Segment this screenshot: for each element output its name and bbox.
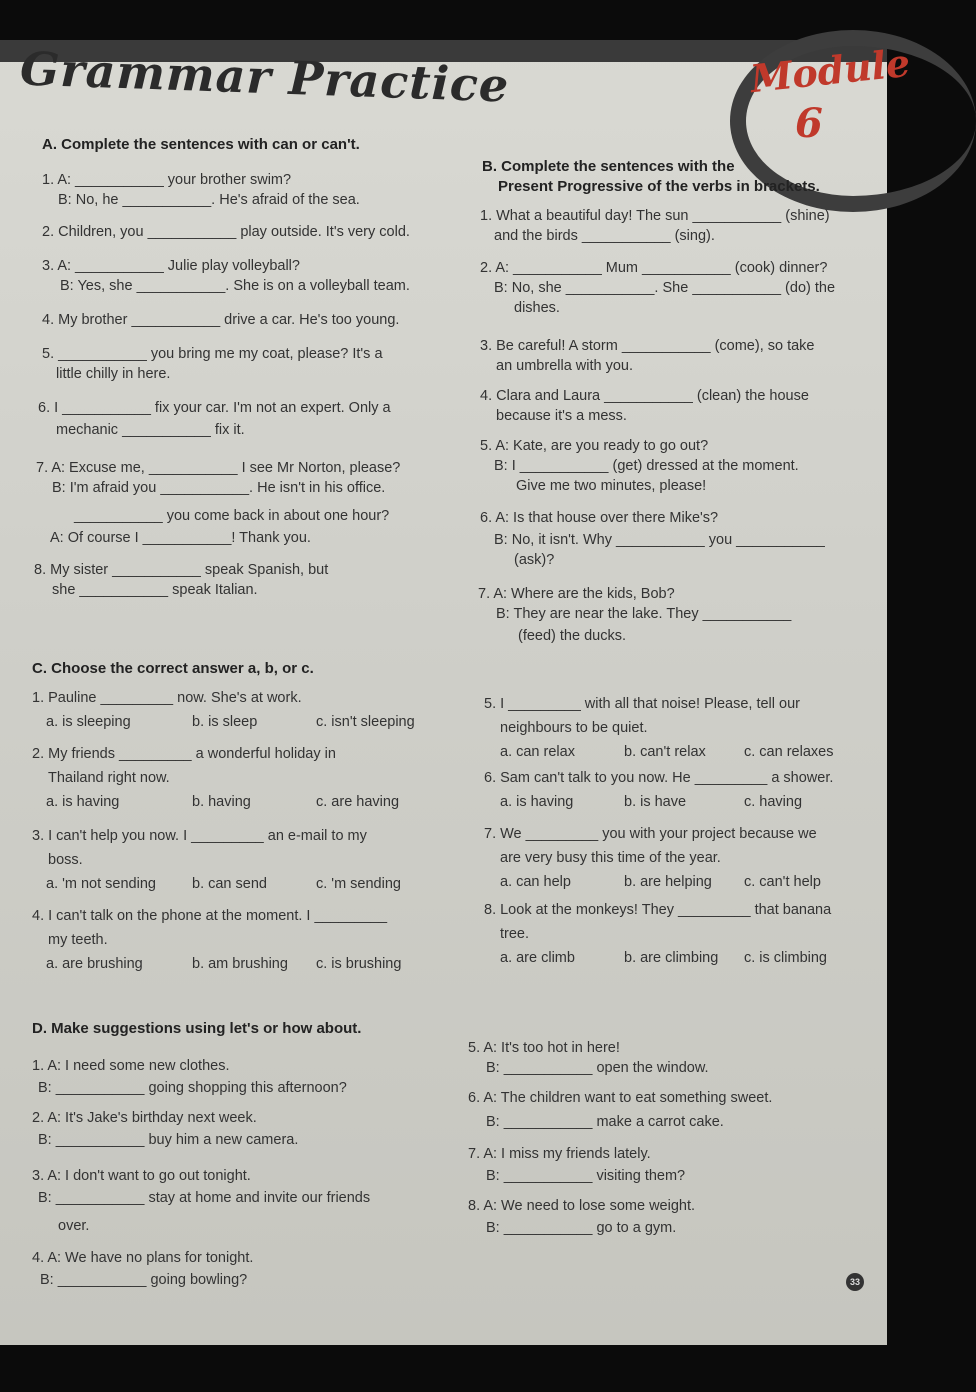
section-d-line: B: ___________ open the window.	[486, 1060, 709, 1076]
section-d-line: B: ___________ going bowling?	[40, 1272, 248, 1288]
answer-option[interactable]: b. can't relax	[624, 744, 706, 760]
section-b-line: B: No, it isn't. Why ___________ you ___________	[494, 532, 825, 548]
section-c-question-line: 6. Sam can't talk to you now. He _________ a shower.	[484, 770, 834, 786]
section-a-line: B: No, he ___________. He's afraid of the sea.	[58, 192, 360, 208]
page-title: Grammar Practice	[19, 41, 511, 113]
section-b-line: dishes.	[514, 300, 560, 316]
answer-option[interactable]: c. having	[744, 794, 803, 810]
section-c-question-line: 4. I can't talk on the phone at the moment. I _________	[32, 908, 388, 924]
section-d-line: 7. A: I miss my friends lately.	[468, 1146, 651, 1162]
answer-option[interactable]: b. can send	[192, 876, 267, 892]
section-a-line: ___________ you come back in about one hour?	[74, 508, 390, 524]
answer-option[interactable]: c. is brushing	[316, 956, 402, 972]
page-number-badge: 33	[846, 1273, 864, 1291]
section-b-line: Give me two minutes, please!	[516, 478, 707, 494]
section-b-line: B: They are near the lake. They ___________	[496, 606, 792, 622]
answer-option[interactable]: a. is having	[500, 794, 574, 810]
answer-option[interactable]: a. is sleeping	[46, 714, 131, 730]
section-b-line: 1. What a beautiful day! The sun ___________ (shine)	[480, 208, 830, 224]
section-b-line: and the birds ___________ (sing).	[494, 228, 715, 244]
answer-option[interactable]: a. are brushing	[46, 956, 143, 972]
answer-option[interactable]: b. having	[192, 794, 251, 810]
answer-option[interactable]: b. am brushing	[192, 956, 288, 972]
section-a-line: 5. ___________ you bring me my coat, please? It's a	[42, 346, 383, 362]
section-c-question-line: 8. Look at the monkeys! They _________ that banana	[484, 902, 832, 918]
answer-option[interactable]: a. 'm not sending	[46, 876, 156, 892]
answer-option[interactable]: a. is having	[46, 794, 120, 810]
answer-option[interactable]: a. can relax	[500, 744, 575, 760]
section-b-line: 5. A: Kate, are you ready to go out?	[480, 438, 709, 454]
section-c-question-line: 1. Pauline _________ now. She's at work.	[32, 690, 302, 706]
answer-option[interactable]: b. are helping	[624, 874, 712, 890]
workbook-page	[0, 39, 913, 1345]
section-d-line: 3. A: I don't want to go out tonight.	[32, 1168, 251, 1184]
section-a-line: 1. A: ___________ your brother swim?	[42, 172, 292, 188]
section-d-line: over.	[58, 1218, 90, 1234]
section-d-title: D. Make suggestions using let's or how about.	[32, 1020, 362, 1037]
section-c-question-line: my teeth.	[48, 932, 108, 948]
section-b-line: (ask)?	[514, 552, 555, 568]
section-d-line: B: ___________ visiting them?	[486, 1168, 686, 1184]
section-b-line: because it's a mess.	[496, 408, 627, 424]
answer-option[interactable]: b. are climbing	[624, 950, 719, 966]
section-d-line: B: ___________ buy him a new camera.	[38, 1132, 299, 1148]
section-d-line: B: ___________ going shopping this afternoon?	[38, 1080, 347, 1096]
answer-option[interactable]: c. is climbing	[744, 950, 827, 966]
section-a-line: A: Of course I ___________! Thank you.	[50, 530, 311, 546]
section-d-line: B: ___________ stay at home and invite our friends	[38, 1190, 371, 1206]
section-a-line: 4. My brother ___________ drive a car. He's too young.	[42, 312, 400, 328]
section-b-line: an umbrella with you.	[496, 358, 634, 374]
section-c-question-line: are very busy this time of the year.	[500, 850, 721, 866]
section-c-question-line: 2. My friends _________ a wonderful holiday in	[32, 746, 336, 762]
module-label: Module	[748, 39, 913, 102]
section-c-title: C. Choose the correct answer a, b, or c.	[32, 660, 314, 677]
section-a-line: she ___________ speak Italian.	[52, 582, 258, 598]
answer-option[interactable]: a. can help	[500, 874, 571, 890]
section-b-title-1: B. Complete the sentences with the	[482, 158, 735, 175]
section-b-line: 2. A: ___________ Mum ___________ (cook) dinner?	[480, 260, 828, 276]
section-a-line: 7. A: Excuse me, ___________ I see Mr Norton, please?	[36, 460, 401, 476]
section-b-title-2: Present Progressive of the verbs in brackets.	[498, 178, 820, 195]
section-c-question-line: 7. We _________ you with your project because we	[484, 826, 817, 842]
section-b-line: (feed) the ducks.	[518, 628, 626, 644]
section-d-line: 1. A: I need some new clothes.	[32, 1058, 230, 1074]
answer-option[interactable]: b. is have	[624, 794, 687, 810]
section-b-line: 6. A: Is that house over there Mike's?	[480, 510, 719, 526]
section-c-question-line: tree.	[500, 926, 530, 942]
section-d-line: 4. A: We have no plans for tonight.	[32, 1250, 254, 1266]
section-b-line: 3. Be careful! A storm ___________ (come), so take	[480, 338, 815, 354]
answer-option[interactable]: c. can't help	[744, 874, 821, 890]
section-a-line: 3. A: ___________ Julie play volleyball?	[42, 258, 300, 274]
answer-option[interactable]: c. isn't sleeping	[316, 714, 415, 730]
section-b-line: 7. A: Where are the kids, Bob?	[478, 586, 675, 602]
section-a-line: 8. My sister ___________ speak Spanish, but	[34, 562, 329, 578]
section-a-line: 6. I ___________ fix your car. I'm not an expert. Only a	[38, 400, 391, 416]
section-d-line: 2. A: It's Jake's birthday next week.	[32, 1110, 257, 1126]
section-a-title: A. Complete the sentences with can or can't.	[42, 136, 360, 153]
section-d-line: B: ___________ make a carrot cake.	[486, 1114, 724, 1130]
section-d-line: 5. A: It's too hot in here!	[468, 1040, 620, 1056]
section-a-line: B: I'm afraid you ___________. He isn't in his office.	[52, 480, 386, 496]
section-d-line: 6. A: The children want to eat something sweet.	[468, 1090, 773, 1106]
section-a-line: B: Yes, she ___________. She is on a volleyball team.	[60, 278, 410, 294]
answer-option[interactable]: c. 'm sending	[316, 876, 401, 892]
answer-option[interactable]: c. can relaxes	[744, 744, 834, 760]
section-c-question-line: neighbours to be quiet.	[500, 720, 648, 736]
section-b-line: B: I ___________ (get) dressed at the moment.	[494, 458, 799, 474]
section-c-question-line: 5. I _________ with all that noise! Please, tell our	[484, 696, 800, 712]
section-a-line: 2. Children, you ___________ play outside. It's very cold.	[42, 224, 410, 240]
answer-option[interactable]: b. is sleep	[192, 714, 258, 730]
section-c-question-line: boss.	[48, 852, 83, 868]
module-number: 6	[795, 100, 823, 147]
answer-option[interactable]: a. are climb	[500, 950, 575, 966]
section-a-line: mechanic ___________ fix it.	[56, 422, 245, 438]
section-d-line: 8. A: We need to lose some weight.	[468, 1198, 696, 1214]
section-c-question-line: 3. I can't help you now. I _________ an e-mail to my	[32, 828, 367, 844]
section-b-line: B: No, she ___________. She ___________ (do) the	[494, 280, 836, 296]
section-c-question-line: Thailand right now.	[48, 770, 170, 786]
answer-option[interactable]: c. are having	[316, 794, 400, 810]
section-b-line: 4. Clara and Laura ___________ (clean) the house	[480, 388, 809, 404]
section-d-line: B: ___________ go to a gym.	[486, 1220, 677, 1236]
section-a-line: little chilly in here.	[56, 366, 171, 382]
